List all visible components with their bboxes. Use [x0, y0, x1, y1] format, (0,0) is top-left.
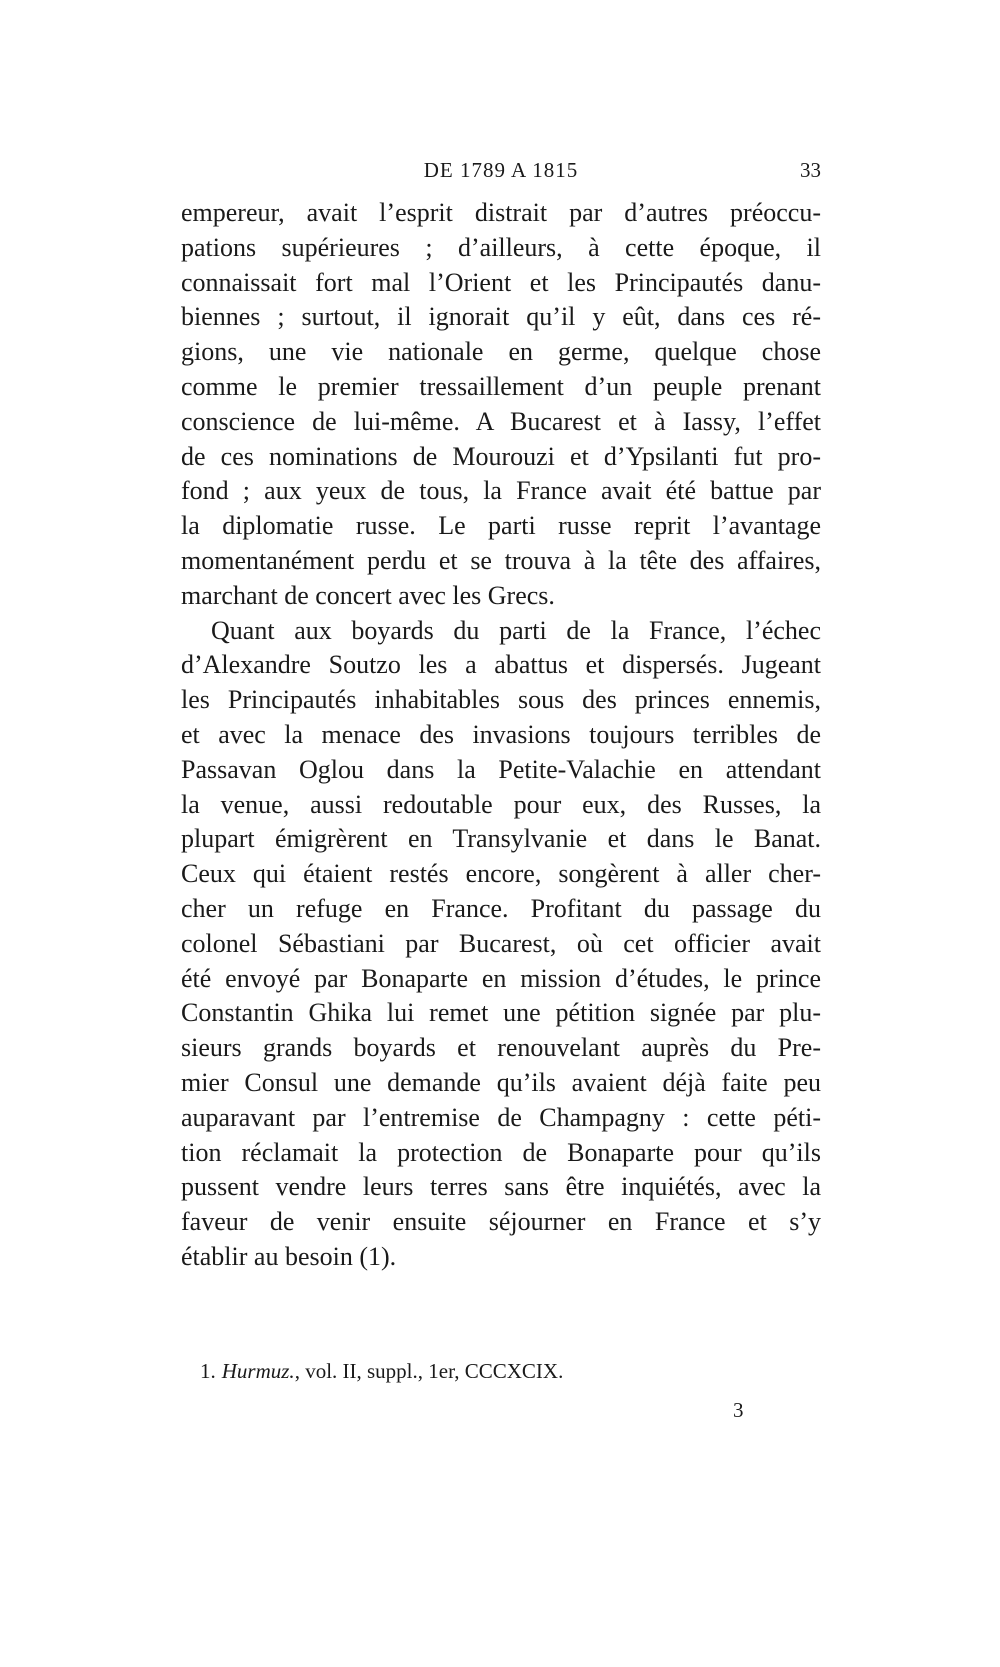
- text-line: colonel Sébastiani par Bucarest, où cet officier avait: [181, 928, 821, 958]
- paragraph-1: [181, 196, 821, 614]
- text-line: empereur, avait l’esprit distrait par d’autres préoccu-: [181, 198, 821, 227]
- text-line: biennes ; surtout, il ignorait qu’il y eût, dans ces ré-: [181, 302, 821, 332]
- footnote-number: 1.: [200, 1359, 216, 1383]
- text-line: de ces nominations de Mourouzi et d’Ypsilanti fut pro-: [181, 441, 821, 471]
- text-line: la diplomatie russe. Le parti russe reprit l’avantage: [181, 511, 821, 541]
- text-line: Quant aux boyards du parti de la France, l’échec: [211, 615, 821, 645]
- text-line: d’Alexandre Soutzo les a abattus et dispersés. Jugeant: [181, 650, 821, 680]
- text-line: comme le premier tressaillement d’un peuple prenant: [181, 371, 821, 401]
- text-line: mier Consul une demande qu’ils avaient déjà faite peu: [181, 1067, 821, 1097]
- text-line: la venue, aussi redoutable pour eux, des Russes, la: [181, 789, 821, 819]
- text-line: Ceux qui étaient restés encore, songèrent à aller cher-: [181, 859, 821, 889]
- text-line: plupart émigrèrent en Transylvanie et dans le Banat.: [181, 824, 821, 854]
- text-line: été envoyé par Bonaparte en mission d’études, le prince: [181, 963, 821, 993]
- footnote: [200, 1359, 563, 1384]
- text-line: Passavan Oglou dans la Petite-Valachie en attendant: [181, 754, 821, 784]
- text-line: fond ; aux yeux de tous, la France avait été battue par: [181, 476, 821, 506]
- running-head: [181, 158, 821, 188]
- text-line: momentanément perdu et se trouva à la tête des affaires,: [181, 545, 821, 575]
- text-line: établir au besoin (1).: [181, 1241, 397, 1271]
- text-line: marchant de concert avec les Grecs.: [181, 580, 555, 610]
- text-line: connaissait fort mal l’Orient et les Principautés danu-: [181, 267, 821, 297]
- page-number: 33: [800, 158, 821, 182]
- footnote-reference: , vol. II, suppl., 1er, CCCXCIX.: [294, 1359, 564, 1383]
- body-text: [181, 196, 821, 1275]
- text-line: pations supérieures ; d’ailleurs, à cette époque, il: [181, 232, 821, 262]
- text-line: gions, une vie nationale en germe, quelque chose: [181, 337, 821, 367]
- signature-mark: 3: [733, 1398, 744, 1422]
- text-line: et avec la menace des invasions toujours terribles de: [181, 719, 821, 749]
- text-line: pussent vendre leurs terres sans être inquiétés, avec la: [181, 1172, 821, 1202]
- text-line: conscience de lui-même. A Bucarest et à Iassy, l’effet: [181, 406, 821, 436]
- footnote-source: Hurmuz.: [221, 1359, 295, 1383]
- text-line: sieurs grands boyards et renouvelant auprès du Pre-: [181, 1033, 821, 1063]
- paragraph-2: [181, 614, 821, 1275]
- text-line: auparavant par l’entremise de Champagny : cette péti-: [181, 1102, 821, 1132]
- text-line: les Principautés inhabitables sous des princes ennemis,: [181, 685, 821, 715]
- text-line: Constantin Ghika lui remet une pétition signée par plu-: [181, 998, 821, 1028]
- text-line: cher un refuge en France. Profitant du passage du: [181, 893, 821, 923]
- text-line: tion réclamait la protection de Bonaparte pour qu’ils: [181, 1137, 821, 1167]
- running-head-title: DE 1789 A 1815: [423, 158, 579, 182]
- text-line: faveur de venir ensuite séjourner en France et s’y: [181, 1207, 821, 1237]
